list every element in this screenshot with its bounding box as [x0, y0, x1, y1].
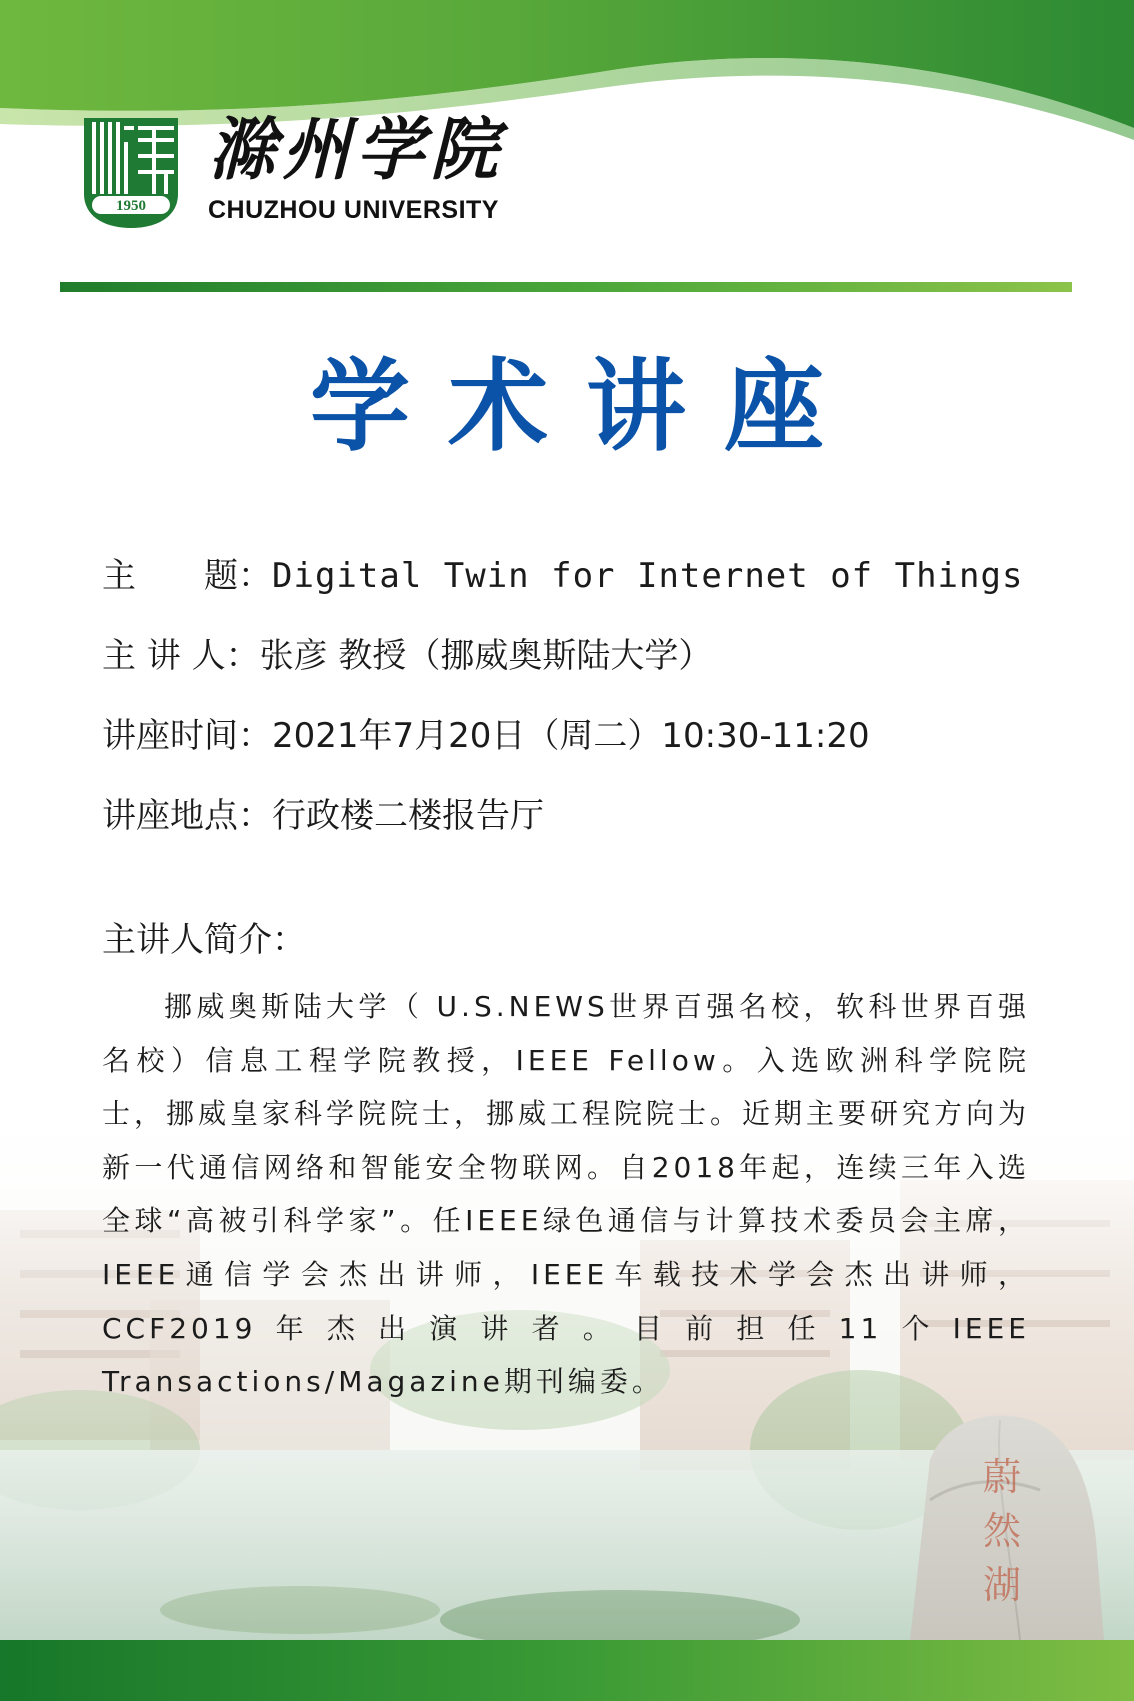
header-divider — [60, 282, 1072, 292]
location-row — [102, 788, 1062, 868]
logo-year: 1950 — [116, 198, 146, 214]
location-value: 行政楼二楼报告厅 — [272, 796, 544, 836]
speaker-value: 张彦 教授（挪威奥斯陆大学） — [259, 636, 713, 676]
bio-paragraph: 挪威奥斯陆大学（ U.S.NEWS世界百强名校，软科世界百强名校）信息工程学院教授，IEEE Fellow。入选欧洲科学院院士，挪威皇家科学院院士，挪威工程院院士。近期主要研究方向为新一代通信网络和智能安全物联网。自2018年起，连续三年入选全球“高被引科学家”。任IEEE绿色通信与计算技术委员会主席，IEEE通信学会杰出讲师，IEEE车载技术学会杰出讲师，CCF2019年杰出演讲者。目前担任11个IEEE Transactions/Magazine期刊编委。 — [102, 990, 1031, 1399]
time-value: 2021年7月20日（周二）10:30-11:20 — [272, 716, 870, 756]
page-title: 学术讲座 — [310, 348, 862, 465]
speaker-row — [102, 628, 1062, 708]
topic-label: 主 题： — [102, 556, 272, 596]
time-label: 讲座时间： — [102, 716, 272, 756]
bottom-green-band — [0, 1640, 1134, 1701]
university-logo — [78, 112, 184, 232]
university-wordmark — [208, 110, 504, 224]
lecture-details — [102, 548, 1062, 868]
topic-row — [102, 548, 1062, 628]
location-label: 讲座地点： — [102, 796, 272, 836]
topic-value: Digital Twin for Internet of Things — [272, 556, 1024, 596]
university-name-cn: 滁州学院 — [208, 110, 505, 190]
speaker-label: 主 讲 人： — [102, 636, 260, 676]
rock-inscription: 蔚然湖 — [982, 1455, 1021, 1607]
bio-heading: 主讲人简介： — [102, 920, 306, 960]
time-row — [102, 708, 1062, 788]
university-name-en: CHUZHOU UNIVERSITY — [208, 196, 499, 224]
